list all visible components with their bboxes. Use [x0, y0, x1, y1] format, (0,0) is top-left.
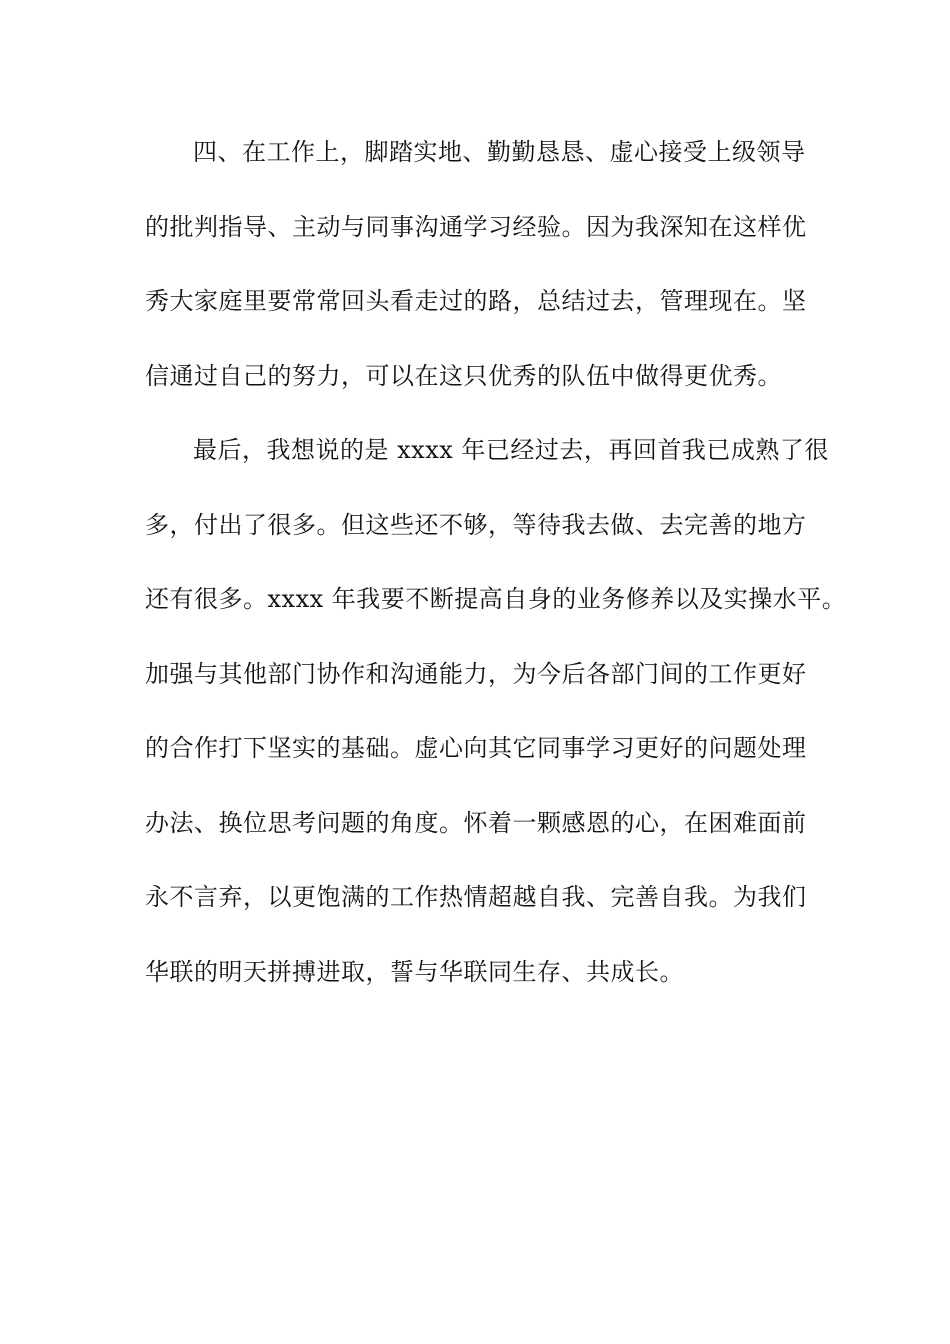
paragraph-1-line-4: 信通过自己的努力，可以在这只优秀的队伍中做得更优秀。 [145, 362, 782, 390]
paragraph-2-line-4: 加强与其他部门协作和沟通能力，为今后各部门间的工作更好 [145, 660, 807, 688]
paragraph-2-line-5: 的合作打下坚实的基础。虚心向其它同事学习更好的问题处理 [145, 734, 807, 762]
paragraph-2-line-1: 最后，我想说的是 xxxx 年已经过去，再回首我已成熟了很 [193, 436, 829, 464]
paragraph-1-line-2: 的批判指导、主动与同事沟通学习经验。因为我深知在这样优 [145, 213, 807, 241]
paragraph-2-line-8: 华联的明天拼搏进取，誓与华联同生存、共成长。 [145, 958, 684, 986]
paragraph-2-line-2: 多，付出了很多。但这些还不够，等待我去做、去完善的地方 [145, 511, 807, 539]
paragraph-2-line-6: 办法、换位思考问题的角度。怀着一颗感恩的心，在困难面前 [145, 809, 807, 837]
paragraph-1-line-3: 秀大家庭里要常常回头看走过的路，总结过去，管理现在。坚 [145, 287, 807, 315]
paragraph-2-line-3: 还有很多。xxxx 年我要不断提高自身的业务修养以及实操水平。 [145, 585, 847, 613]
paragraph-2-line-7: 永不言弃，以更饱满的工作热情超越自我、完善自我。为我们 [145, 883, 807, 911]
paragraph-1-line-1: 四、在工作上，脚踏实地、勤勤恳恳、虚心接受上级领导 [193, 138, 806, 166]
